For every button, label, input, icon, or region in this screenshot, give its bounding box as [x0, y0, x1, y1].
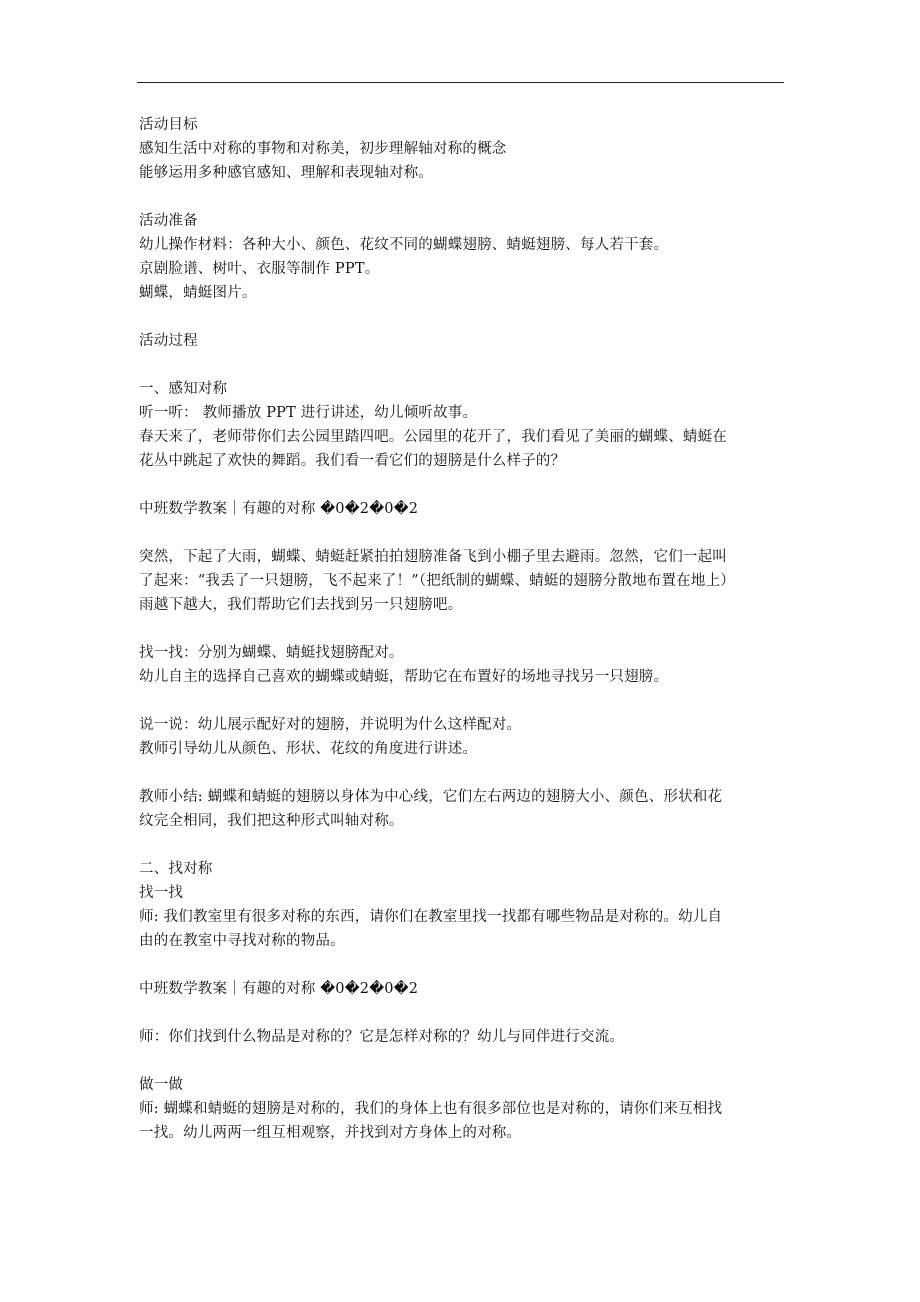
say-line-1: 说一说：幼儿展示配好对的翅膀，并说明为什么这样配对。	[139, 717, 522, 733]
prep-heading: 活动准备	[139, 213, 198, 229]
blank-line	[139, 689, 789, 713]
blank-line	[139, 1001, 789, 1025]
goals-line-2: 能够运用多种感官感知、理解和表现轴对称。	[139, 165, 433, 181]
blank-line	[139, 1049, 789, 1073]
summary-line-2: 纹完全相同，我们把这种形式叫轴对称。	[139, 813, 404, 829]
blank-line	[139, 185, 789, 209]
process-heading: 活动过程	[139, 333, 198, 349]
blank-line	[139, 353, 789, 377]
story-line-1: 春天来了，老师带你们去公园里踏四吧。公园里的花开了，我们看见了美丽的蝴蝶、蜻蜓在	[139, 429, 727, 445]
summary-line-1: 教师小结: 蝴蝶和蜻蜓的翅膀以身体为中心线，它们左右两边的翅膀大小、颜色、形状和花	[139, 789, 723, 805]
rain-line-1: 突然，下起了大雨，蝴蝶、蜻蜓赶紧拍拍翅膀准备飞到小棚子里去避雨。忽然，它们一起叫	[139, 549, 727, 565]
blank-line	[139, 473, 789, 497]
do-line-2: 一找。幼儿两两一组互相观察，并找到对方身体上的对称。	[139, 1125, 522, 1141]
listen-line: 听一听： 教师播放 PPT 进行讲述，幼儿倾听故事。	[139, 405, 478, 421]
prep-line-1: 幼儿操作材料：各种大小、颜色、花纹不同的蝴蝶翅膀、蜻蜓翅膀、每人若干套。	[139, 237, 669, 253]
blank-line	[139, 617, 789, 641]
page-footer-label: 中班数学教案｜有趣的对称 �0�2�0�2	[139, 981, 419, 997]
section2-heading: 二、找对称	[139, 861, 213, 877]
ask-line: 师：你们找到什么物品是对称的？它是怎样对称的？幼儿与同伴进行交流。	[139, 1029, 625, 1045]
prep-line-3: 蝴蝶，蜻蜓图片。	[139, 285, 257, 301]
prep-line-2: 京剧脸谱、树叶、衣服等制作 PPT。	[139, 261, 380, 277]
do-subheading: 做一做	[139, 1077, 184, 1093]
do-line-1: 师: 蝴蝶和蜻蜓的翅膀是对称的，我们的身体上也有很多部位也是对称的，请你们来互相找	[139, 1101, 723, 1117]
blank-line	[139, 833, 789, 857]
blank-line	[139, 521, 789, 545]
header-rule	[137, 82, 784, 83]
story-line-2: 花丛中跳起了欢快的舞蹈。我们看一看它们的翅膀是什么样子的？	[139, 453, 566, 469]
rain-line-3: 雨越下越大，我们帮助它们去找到另一只翅膀吧。	[139, 597, 463, 613]
blank-line	[139, 953, 789, 977]
find-subheading: 找一找	[139, 885, 184, 901]
section1-heading: 一、感知对称	[139, 381, 228, 397]
rain-line-2: 了起来：“我丢了一只翅膀，飞不起来了！”（把纸制的蝴蝶、蜻蜓的翅膀分散地布置在地上）	[139, 573, 735, 589]
classroom-line-1: 师: 我们教室里有很多对称的东西，请你们在教室里找一找都有哪些物品是对称的。幼儿自	[139, 909, 723, 925]
page-footer-label: 中班数学教案｜有趣的对称 �0�2�0�2	[139, 501, 419, 517]
blank-line	[139, 305, 789, 329]
say-line-2: 教师引导幼儿从颜色、形状、花纹的角度进行讲述。	[139, 741, 478, 757]
classroom-line-2: 由的在教室中寻找对称的物品。	[139, 933, 345, 949]
goals-heading: 活动目标	[139, 117, 198, 133]
document-body	[139, 113, 789, 1145]
blank-line	[139, 761, 789, 785]
goals-line-1: 感知生活中对称的事物和对称美，初步理解轴对称的概念	[139, 141, 507, 157]
find-line-1: 找一找：分别为蝴蝶、蜻蜓找翅膀配对。	[139, 645, 404, 661]
find-line-2: 幼儿自主的选择自己喜欢的蝴蝶或蜻蜓，帮助它在布置好的场地寻找另一只翅膀。	[139, 669, 669, 685]
